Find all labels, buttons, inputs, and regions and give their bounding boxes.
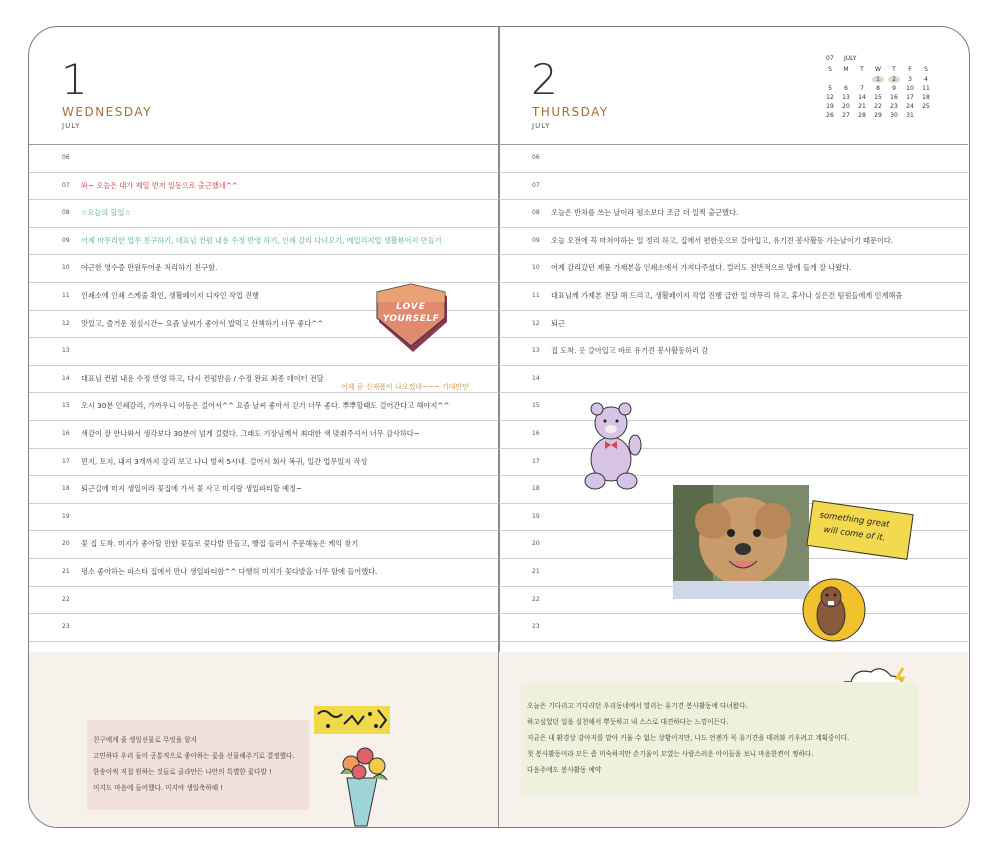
hour-label: 15 xyxy=(62,402,70,410)
calendar-weekday: F xyxy=(908,66,912,73)
calendar-day[interactable]: 6 xyxy=(844,85,848,92)
month-label: JULY xyxy=(62,122,81,130)
planner-spread xyxy=(28,26,970,828)
left-page xyxy=(29,27,498,827)
memo-line: 다음주에도 봉사활동 예약 xyxy=(527,766,602,774)
hour-label: 23 xyxy=(62,623,70,631)
hour-label: 22 xyxy=(532,595,540,603)
hour-row xyxy=(29,255,498,283)
weekday-label: THURSDAY xyxy=(532,105,609,119)
entry-text: 오늘은 반차를 쓰는 날이라 평소보다 조금 더 일찍 출근했다. xyxy=(551,208,739,218)
hour-row xyxy=(29,228,498,256)
teddy-bear-sticker xyxy=(577,399,647,491)
hour-label: 23 xyxy=(532,623,540,631)
hour-row xyxy=(499,366,968,394)
hour-label: 20 xyxy=(532,540,540,548)
hour-label: 18 xyxy=(62,485,70,493)
calendar-day[interactable]: 17 xyxy=(906,94,914,101)
hour-label: 09 xyxy=(62,236,70,244)
hour-row xyxy=(499,614,968,642)
hour-row xyxy=(499,173,968,201)
hour-label: 10 xyxy=(62,264,70,272)
hour-label: 07 xyxy=(532,181,540,189)
calendar-day[interactable]: 4 xyxy=(924,76,928,83)
entry-text: 꽃 집 도착. 미지가 좋아할 만한 꽃들로 꽃다발 만들고, 빵집 들러서 주문해놓은 케익 찾기 xyxy=(81,539,359,549)
entry-text: 어제 마무리한 업무 친구하기, 대표님 컨펌 내용 수정 반영 하기, 인쇄 감리 다녀오기, 메일리지업 생활뷰이지 만들기 xyxy=(81,235,442,245)
calendar-day[interactable]: 30 xyxy=(890,112,898,119)
calendar-month-number: 07 xyxy=(826,55,834,62)
hour-row xyxy=(29,587,498,615)
date-number: 1 xyxy=(61,55,88,104)
entry-text: 퇴근길에 미지 생일이라 꽃집에 가서 꽃 사고 미지랑 생일파티할 예정~ xyxy=(81,484,302,494)
entry-text: 퇴근 xyxy=(551,318,565,328)
sticker-line: something great xyxy=(818,510,891,530)
calendar-day[interactable]: 7 xyxy=(860,85,864,92)
entry-text: 인쇄소에 인쇄 스케줄 확인, 생활페이지 디자인 작업 진행 xyxy=(81,290,259,300)
hour-label: 18 xyxy=(532,485,540,493)
hour-row xyxy=(29,145,498,173)
hour-label: 06 xyxy=(62,154,70,161)
calendar-day[interactable]: 26 xyxy=(826,112,834,119)
entry-text: 색감이 잘 안나와서 생각보다 30분이 넘게 걸렸다. 그래도 기장님께서 최대한 색 맞춰주셔서 너무 감사하다~ xyxy=(81,428,420,438)
entry-text: ☆오늘의 할일☆ xyxy=(81,208,131,218)
hour-row xyxy=(29,504,498,532)
bouquet-sticker xyxy=(327,738,397,828)
calendar-day[interactable]: 9 xyxy=(892,85,896,92)
calendar-day[interactable]: 29 xyxy=(874,112,882,119)
entry-text: 야근한 영수증 만원두어운 처리하기 친구함. xyxy=(81,263,218,273)
hour-label: 13 xyxy=(62,347,70,355)
hour-label: 10 xyxy=(532,264,540,272)
hour-label: 22 xyxy=(62,595,70,603)
hour-rows xyxy=(29,145,498,642)
memo-line: 친구에게 줄 생일선물로 무엇을 할지 xyxy=(93,736,197,744)
hour-label: 07 xyxy=(62,181,70,189)
hour-row xyxy=(499,338,968,366)
hour-row xyxy=(499,200,968,228)
calendar-day[interactable]: 23 xyxy=(890,103,898,110)
memo-line: 지금은 내 환경상 강아지를 맡아 키울 수 없는 상황이지만, 나도 언젠가 꼭 유기견을 데려와 키우려고 계획중이다. xyxy=(527,734,850,742)
calendar-weekday: S xyxy=(828,66,832,73)
hour-row xyxy=(29,200,498,228)
calendar-day[interactable]: 11 xyxy=(922,85,930,92)
calendar-day[interactable]: 14 xyxy=(858,94,866,101)
hour-label: 12 xyxy=(532,319,540,327)
calendar-day[interactable]: 8 xyxy=(876,85,880,92)
calendar-day[interactable]: 27 xyxy=(842,112,850,119)
hour-label: 06 xyxy=(532,154,540,161)
calendar-day[interactable]: 25 xyxy=(922,103,930,110)
calendar-month-name: JULY xyxy=(844,55,857,62)
hour-label: 16 xyxy=(62,429,70,437)
calendar-day[interactable]: 2 xyxy=(888,76,900,83)
calendar-day[interactable]: 3 xyxy=(908,76,912,83)
hour-row xyxy=(29,476,498,504)
entry-text: 대표님께 가제본 전달 해 드리고, 생활페이지 작업 진행 급한 일 마무리 하고, 휴사나 실은건 팀원들에게 인계해줌 xyxy=(551,290,903,300)
entry-text: 먼지, 토지, 내지 3개까지 감리 보고 나니 벌써 5시네. 걸어서 회사 복귀, 일간 업무일지 작성 xyxy=(81,456,368,466)
love-yourself-sticker xyxy=(373,282,453,354)
calendar-day[interactable]: 1 xyxy=(872,76,884,83)
hour-row xyxy=(499,311,968,339)
memo-area xyxy=(499,652,968,827)
date-number: 2 xyxy=(531,55,558,104)
entry-text: 와~ 오늘은 내가 제일 먼저 일등으로 출근했네^^ xyxy=(81,180,238,190)
hour-label: 11 xyxy=(62,291,70,299)
calendar-day[interactable]: 18 xyxy=(922,94,930,101)
hour-row xyxy=(29,421,498,449)
calendar-day[interactable]: 16 xyxy=(890,94,898,101)
hour-label: 21 xyxy=(532,567,540,575)
row-note: 이제 곧 신제품이 나오겠네~~~ 기대만만 xyxy=(341,383,469,391)
hour-row xyxy=(29,531,498,559)
memo-note xyxy=(87,720,309,810)
calendar-day[interactable]: 12 xyxy=(826,94,834,101)
hour-row xyxy=(499,449,968,477)
calendar-day[interactable]: 22 xyxy=(874,103,882,110)
calendar-day[interactable]: 21 xyxy=(858,103,866,110)
hour-label: 17 xyxy=(532,457,540,465)
dots-sticker xyxy=(314,706,390,734)
hour-row xyxy=(499,255,968,283)
memo-area xyxy=(29,652,498,827)
entry-text: 집 도착. 옷 갈아입고 바로 유기견 봉사활동하러 감 xyxy=(551,346,709,356)
calendar-day[interactable]: 28 xyxy=(858,112,866,119)
hour-label: 14 xyxy=(532,374,540,382)
yourself-text: YOURSELF xyxy=(382,314,440,324)
weekday-label: WEDNESDAY xyxy=(62,105,152,119)
calendar-day[interactable]: 10 xyxy=(906,85,914,92)
right-page xyxy=(499,27,968,827)
hour-label: 14 xyxy=(62,374,70,382)
hour-label: 16 xyxy=(532,429,540,437)
entry-text: 오시 30분 인쇄감리, 가까우니 이동은 걸어서^^ 요즘 날씨 좋아서 걷기 너무 좋다. 뿌뿌할때도 걸어간다고 해야지^^ xyxy=(81,401,450,411)
hour-label: 20 xyxy=(62,540,70,548)
sticker-line: will come of it. xyxy=(822,524,886,544)
hour-label: 15 xyxy=(532,402,540,410)
memo-line: 미지도 마음에 들어했다. 미지야 생일축하해 ! xyxy=(93,784,223,792)
hour-row xyxy=(29,449,498,477)
entry-text: 평소 좋아하는 파스타 집에서 만나 생일파티함^^ 다행히 미지가 꽃다발을 너무 맘에 들어했다. xyxy=(81,566,378,576)
hour-row xyxy=(499,228,968,256)
hour-row xyxy=(499,421,968,449)
memo-line: 첫 봉사활동이라 모든 좀 미숙하지만 손기울이 모였는 사람스러운 아이들을 보니 마음한켠이 찡하다. xyxy=(527,750,814,758)
hour-label: 13 xyxy=(532,347,540,355)
calendar-day[interactable]: 20 xyxy=(842,103,850,110)
hour-label: 08 xyxy=(62,209,70,217)
calendar-day[interactable]: 19 xyxy=(826,103,834,110)
hour-label: 08 xyxy=(532,209,540,217)
hour-label: 09 xyxy=(532,236,540,244)
memo-note xyxy=(521,682,918,795)
entry-text: 대표님 컨펌 내용 수정 반영 하고, 다시 컨펌받음 / 수정 완료 최종 데이터 전달 xyxy=(81,373,324,383)
hour-label: 19 xyxy=(532,512,540,520)
hour-label: 12 xyxy=(62,319,70,327)
hour-row xyxy=(499,145,968,173)
hour-row xyxy=(29,614,498,642)
hour-row xyxy=(29,559,498,587)
hour-row xyxy=(499,393,968,421)
beaver-sticker xyxy=(801,577,867,643)
memo-line: 오늘은 기다리고 기다리던 우리동네에서 열리는 유기견 봉사활동에 다녀왔다. xyxy=(527,702,748,710)
memo-line: 한송이씩 직접 원하는 것들로 골라만든 나만의 특별한 꽃다발 ! xyxy=(93,768,272,776)
calendar-day[interactable]: 31 xyxy=(906,112,914,119)
calendar-weekday: S xyxy=(924,66,928,73)
calendar-day[interactable]: 5 xyxy=(828,85,832,92)
calendar-weekday: M xyxy=(843,66,849,73)
hour-label: 19 xyxy=(62,512,70,520)
memo-line: 하고싶었던 일을 실천해서 뿌듯하고 내 스스로 대견하다는 느낌이든다. xyxy=(527,718,729,726)
month-label: JULY xyxy=(532,122,551,130)
hour-label: 17 xyxy=(62,457,70,465)
hour-row xyxy=(499,283,968,311)
calendar-day[interactable]: 13 xyxy=(842,94,850,101)
calendar-weekday: W xyxy=(875,66,881,73)
calendar-weekday: T xyxy=(892,66,896,73)
calendar-weekday: T xyxy=(860,66,864,73)
entry-text: 맛있고, 즐거운 점심시간~ 요즘 날씨가 좋아서 밥먹고 산책하기 너무 좋다^^ xyxy=(81,318,324,328)
love-text: LOVE xyxy=(396,302,426,312)
hour-label: 11 xyxy=(532,291,540,299)
dog-photo xyxy=(673,485,809,599)
hour-row xyxy=(29,173,498,201)
hour-label: 21 xyxy=(62,567,70,575)
entry-text: 오늘 오전에 꼭 마쳐야하는 일 정리 하고, 집에서 편한옷으로 갈아입고, 유기견 봉사활동 가는날이기 때문이다. xyxy=(551,235,894,245)
entry-text: 어제 감리갔던 제품 가제본을 인쇄소에서 가져다주셨다. 컬러도 전반적으로 맘에 들게 잘 나왔다. xyxy=(551,263,852,273)
memo-line: 고민하다 우리 둘이 공통적으로 좋아하는 꽃을 선물해주기로 결정했다. xyxy=(93,752,295,760)
calendar-day[interactable]: 15 xyxy=(874,94,882,101)
calendar-day[interactable]: 24 xyxy=(906,103,914,110)
hour-row xyxy=(29,393,498,421)
